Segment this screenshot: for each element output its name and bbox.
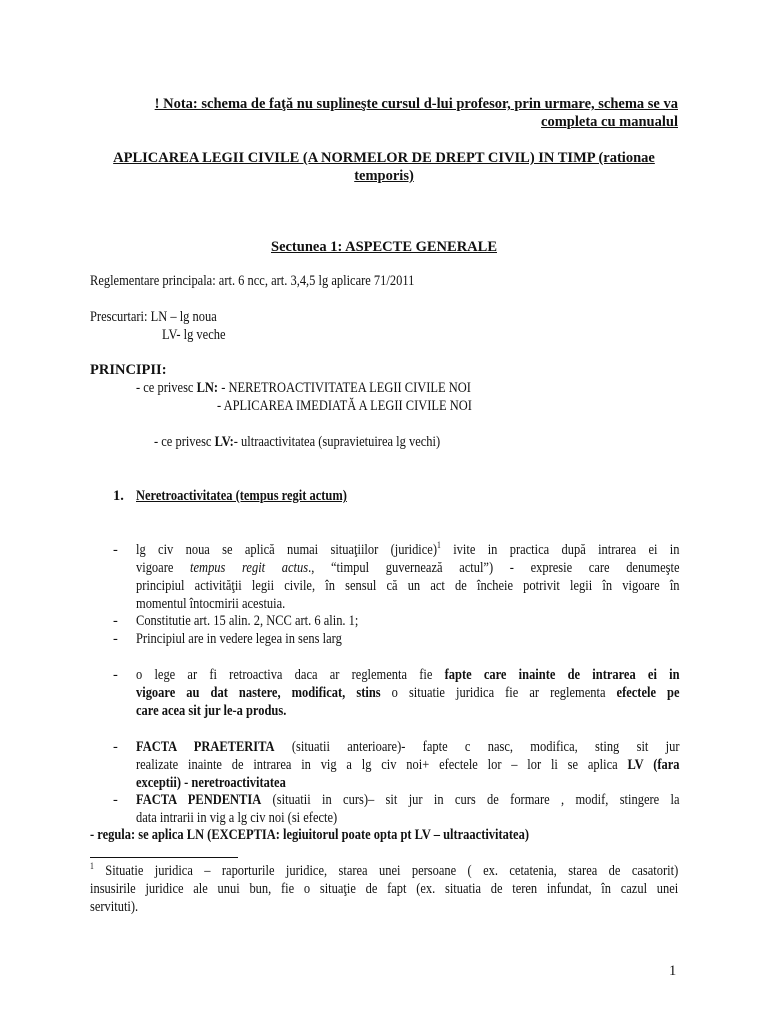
footnote-line1 [90,862,678,880]
bullet4-line2 [136,684,680,702]
bullet4-bold-a: fapte care inainte de intrarea ei in [444,667,680,683]
ln-key: LN: [196,380,219,396]
bullet-dash: - [113,613,118,629]
bullet3-text: Principiul are in vedere legea in sens larg [136,631,342,647]
bullet6-line2: data intrarii in vig a lg civ noi (si efecte) [136,810,338,826]
lv-principle: - ultraactivitatea (supravietuirea lg vechi) [233,434,441,450]
bullet1-italic: tempus regit actus [190,560,309,576]
nota-line-2: completa cu manualul [541,114,678,130]
title-line-1: APLICAREA LEGII CIVILE (A NORMELOR DE DREPT CIVIL) IN TIMP (rationae [113,150,655,166]
bullet2-text: Constitutie art. 15 alin. 2, NCC art. 6 alin. 1; [136,613,359,629]
prescurtari-line [90,308,217,326]
reglementare-line: Reglementare principala: art. 6 ncc, art. 3,4,5 lg aplicare 71/2011 [90,273,415,289]
abbr-ln: LN – lg noua [150,309,217,325]
bullet1-line4: momentul întocmirii acestuia. [136,596,286,612]
footnote-separator [90,857,238,858]
bullet6-line1 [136,791,680,809]
ln-principle-1: - NERETROACTIVITATEA LEGII CIVILE NOI [221,380,471,396]
bullet-dash: - [113,792,118,808]
principii-lv-line [154,433,440,451]
ln-principle-2: - APLICAREA IMEDIATĂ A LEGII CIVILE NOI [217,398,472,414]
regula-line: - regula: se aplica LN (EXCEPTIA: legiuitorul poate opta pt LV – ultraactivitatea) [90,827,529,843]
bullet1-line1 [136,541,680,559]
bullet4-text-a: o lege ar fi retroactiva daca ar reglementa fie [136,667,445,683]
lv-key: LV: [214,434,234,450]
bullet1-line2 [136,559,680,577]
nota-line-1: ! Nota: schema de faţă nu suplineşte cursul d-lui profesor, prin urmare, schema se va [154,96,678,112]
footnote-ref: 1 [437,540,441,551]
prescurtari-label: Prescurtari: [90,309,148,325]
bullet-dash: - [113,739,118,755]
facta-pendentia: FACTA PENDENTIA [136,792,262,808]
ln-prefix: - ce privesc [136,380,194,396]
point-heading: Neretroactivitatea (tempus regit actum) [136,488,347,504]
facta-praeterita: FACTA PRAETERITA [136,739,275,755]
bullet1-text-b: ivite in practica după intrarea ei in [440,542,680,558]
bullet6-text-a: (situatii in curs)– sit jur in curs de formare , modif, stingere la [261,792,680,808]
title-line-2: temporis) [354,168,414,184]
principii-heading: PRINCIPII: [90,362,167,378]
page-number: 1 [669,963,677,979]
bullet4-bold-c: efectele pe [616,685,680,701]
bullet4-text-b: o situatie juridica fie ar reglementa [380,685,617,701]
bullet-dash: - [113,631,118,647]
bullet1-text-d: ., “timpul guvernează actul”) - expresie care denumeşte [308,560,680,576]
bullet1-text-c: vigoare [136,560,191,576]
bullet4-line3: care acea sit jur le-a produs. [136,703,287,719]
footnote-line3: servituti). [90,899,139,915]
bullet4-line1 [136,666,680,684]
principii-ln-line [136,379,471,397]
bullet-dash: - [113,667,118,683]
section-heading: Sectunea 1: ASPECTE GENERALE [271,239,497,255]
footnote-line2: insusirile juridice ale unui bun, fie o situaţie de fapt (ex. situatia de teren infundat, în cazul unei [90,881,679,897]
lv-prefix: - ce privesc [154,434,212,450]
bullet5-line3: exceptii) - neretroactivitatea [136,775,286,791]
bullet4-bold-b: vigoare au dat nastere, modificat, stins [136,685,381,701]
abbr-lv: LV- lg veche [162,327,226,343]
footnote-text-1: Situatie juridica – raporturile juridice, starea unei persoane ( ex. cetatenia, starea de casatorit) [93,863,679,879]
bullet-dash: - [113,542,118,558]
bullet5-text-b: realizate inainte de intrarea in vig a lg civ noi+ efectele lor – lor li se aplica [136,757,628,773]
bullet5-line2 [136,756,680,774]
bullet5-text-a: (situatii anterioare)- fapte c nasc, modifica, sting sit jur [274,739,680,755]
bullet5-line1 [136,738,680,756]
footnote-marker: 1 [90,861,94,872]
bullet1-text-a: lg civ noua se aplică numai situaţiilor (juridice) [136,542,437,558]
bullet5-bold-b: LV (fara [627,757,680,773]
bullet1-line3: principiul activităţii legii civile, în sensul că un act de încheie potrivit legii în vigoare în [136,578,680,594]
point-number: 1. [113,488,124,504]
